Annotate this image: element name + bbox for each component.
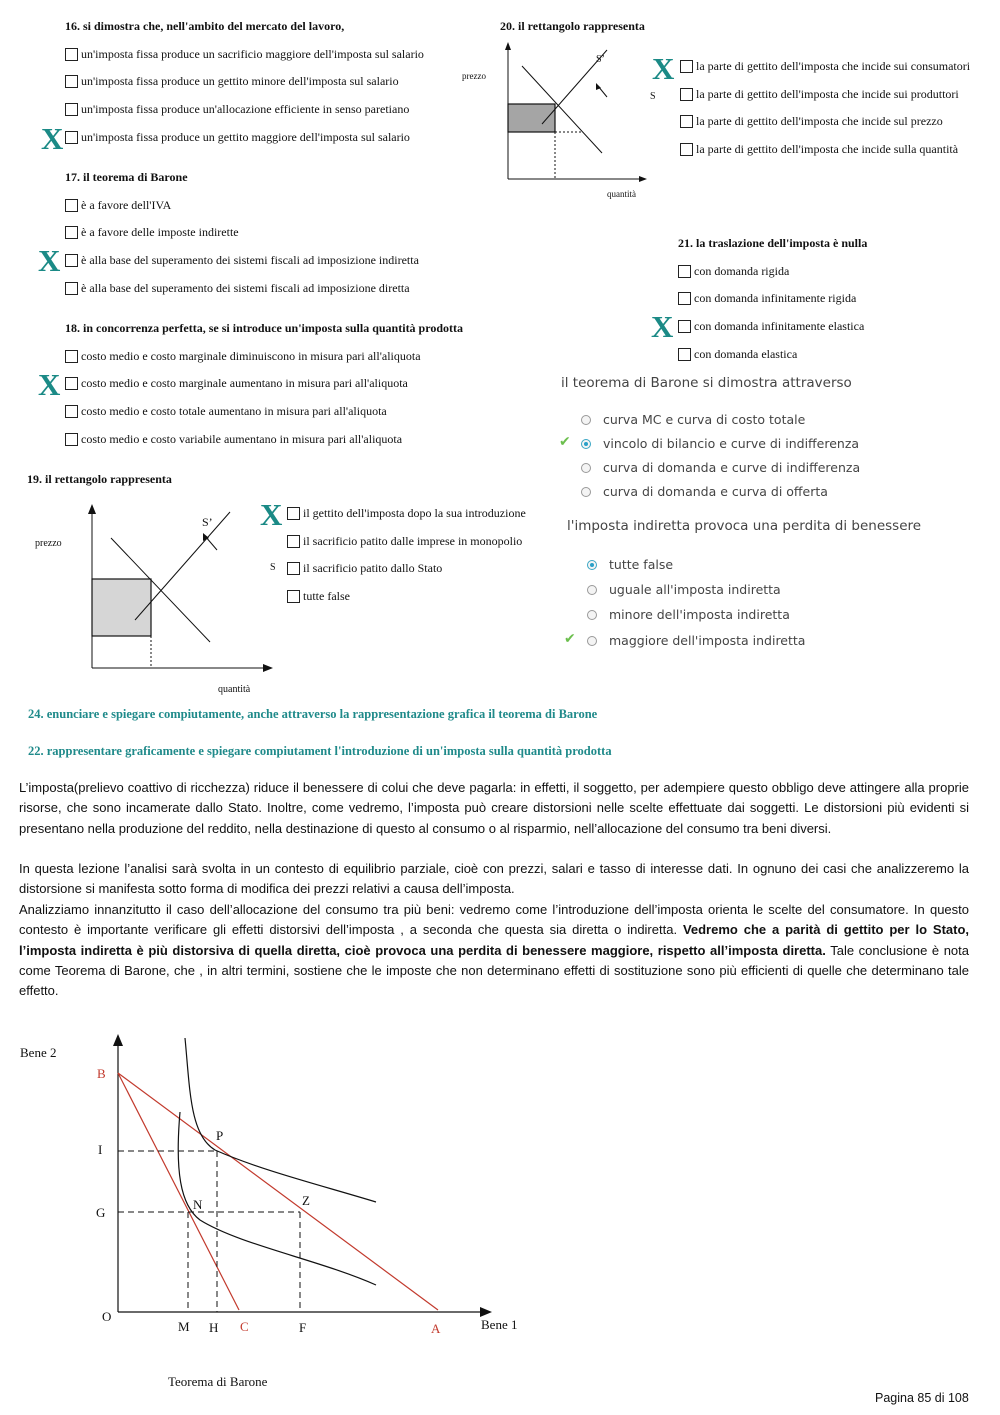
q19-option-2[interactable] xyxy=(287,533,522,549)
option-label: con domanda rigida xyxy=(694,264,790,278)
paragraph-text: Tale conclusione è nota come Teorema di Barone, che , in altri termini, sostiene che le imposte che non determinano effetti di sostituzione sono più efficienti di quelle che determinano tale effetto. xyxy=(19,942,970,999)
q19-s-prime-label: S’ xyxy=(202,515,213,529)
q16-option-1[interactable] xyxy=(65,46,424,62)
option-label: il gettito dell'imposta dopo la sua introduzione xyxy=(303,506,526,520)
mc1-radio-4[interactable] xyxy=(581,487,591,497)
q21-title: 21. la traslazione dell'imposta è nulla xyxy=(678,236,868,250)
mc2-radio-1[interactable] xyxy=(587,560,597,570)
option-label: un'imposta fissa produce un gettito maggiore dell'imposta sul salario xyxy=(81,130,410,144)
option-label: è alla base del superamento dei sistemi fiscali ad imposizione diretta xyxy=(81,281,410,295)
y-axis-arrow xyxy=(505,42,511,50)
q18-option-3[interactable] xyxy=(65,403,387,419)
mc2-option-4[interactable]: maggiore dell'imposta indiretta xyxy=(609,633,806,648)
option-label: la parte di gettito dell'imposta che incide sui consumatori xyxy=(696,59,971,73)
tax-rectangle xyxy=(508,104,555,132)
point-b-label: B xyxy=(97,1066,106,1081)
q20-option-3[interactable] xyxy=(680,113,943,129)
q19-option-4[interactable] xyxy=(287,588,350,604)
q22-open-question: 22. rappresentare graficamente e spiegare compiutament l'introduzione di un'imposta sulla quantità prodotta xyxy=(28,744,612,758)
option-label: con domanda infinitamente elastica xyxy=(694,319,865,333)
body-paragraph-2: In questa lezione l’analisi sarà svolta in un contesto di equilibrio parziale, cioè con prezzi, salari e tasso di interesse dati. In ognuno dei casi che analizzeremo la distorsione si manifesta sotto forma di modifica dei prezzi relativi a causa dell’imposta. xyxy=(19,861,969,897)
option-label: costo medio e costo totale aumentano in misura pari all'aliquota xyxy=(81,404,387,418)
checkbox[interactable] xyxy=(680,88,693,101)
checkbox[interactable] xyxy=(287,535,300,548)
option-label: tutte false xyxy=(303,589,350,603)
indifference-curve-low xyxy=(178,1112,376,1285)
x-axis-arrow xyxy=(480,1307,492,1317)
option-label: un'imposta fissa produce un'allocazione efficiente in senso paretiano xyxy=(81,102,410,116)
x-axis-arrow xyxy=(639,176,647,182)
checkbox[interactable] xyxy=(678,320,691,333)
q19-x-label: quantità xyxy=(218,684,251,695)
q18-option-2[interactable] xyxy=(65,375,408,391)
checkbox[interactable] xyxy=(678,348,691,361)
checkbox[interactable] xyxy=(678,292,691,305)
point-f-label: F xyxy=(299,1320,307,1335)
option-label: il sacrificio patito dalle imprese in monopolio xyxy=(303,534,523,548)
point-a-label: A xyxy=(431,1321,441,1336)
checkbox[interactable] xyxy=(287,562,300,575)
mc1-question: il teorema di Barone si dimostra attraverso xyxy=(561,375,852,391)
answer-x-mark: X xyxy=(651,309,674,344)
checkbox[interactable] xyxy=(287,507,300,520)
q17-option-1[interactable] xyxy=(65,197,171,213)
barone-theorem-graph xyxy=(0,1020,520,1340)
y-axis-arrow xyxy=(88,504,96,514)
checkbox[interactable] xyxy=(65,131,78,144)
checkbox[interactable] xyxy=(680,143,693,156)
body-paragraph-3 xyxy=(19,900,969,1001)
q20-y-label: prezzo xyxy=(462,71,486,81)
checkbox[interactable] xyxy=(680,60,693,73)
q20-s-label: S xyxy=(650,91,656,102)
q19-title: 19. il rettangolo rappresenta xyxy=(27,472,172,486)
y-axis-arrow xyxy=(113,1034,123,1046)
budget-line-ba xyxy=(118,1073,438,1310)
point-c-label: C xyxy=(240,1319,249,1334)
q20-option-1[interactable] xyxy=(680,58,970,74)
checkbox[interactable] xyxy=(65,433,78,446)
indifference-curve-high xyxy=(185,1038,376,1202)
paragraph-bold-text: Vedremo che a parità di gettito per lo Stato, l’imposta indiretta è più distorsiva di quella diretta, cioè provoca una perdita di benessere maggiore, rispetto all’imposta diretta. xyxy=(19,922,970,958)
q19-s-label: S xyxy=(270,562,276,573)
x-axis-arrow xyxy=(263,664,273,672)
point-n-label: N xyxy=(193,1197,203,1212)
option-label: costo medio e costo variabile aumentano in misura pari all'aliquota xyxy=(81,432,403,446)
q21-option-2[interactable] xyxy=(678,290,856,306)
q19-y-label: prezzo xyxy=(35,538,62,549)
answer-x-mark: X xyxy=(38,243,61,278)
mc2-radio-3[interactable] xyxy=(587,610,597,620)
answer-x-mark: X xyxy=(41,121,64,156)
option-label: costo medio e costo marginale aumentano in misura pari all'aliquota xyxy=(81,376,408,390)
origin-label: O xyxy=(102,1309,112,1324)
point-m-label: M xyxy=(178,1319,190,1334)
mc1-option-1[interactable]: curva MC e curva di costo totale xyxy=(603,412,806,427)
q16-option-4[interactable] xyxy=(65,129,410,145)
point-z-label: Z xyxy=(302,1193,310,1208)
answer-x-mark: X xyxy=(38,367,61,402)
q20-option-4[interactable] xyxy=(680,141,958,157)
supply-curve-shifted xyxy=(135,512,230,620)
answer-x-mark: X xyxy=(652,51,675,86)
q17-option-3[interactable] xyxy=(65,252,419,268)
checkbox[interactable] xyxy=(65,226,78,239)
q20-s-prime-label: S’ xyxy=(596,54,605,65)
body-paragraph-1: L’imposta(prelievo coattivo di ricchezza) riduce il benessere di colui che deve pagarla: in effetti, il soggetto, per adempiere questo obbligo deve attingere alla proprie risorse, che sono incamerate dallo Stato. Inoltre, come vedremo, l’imposta può creare distorsioni nelle scelte effettuate dai soggetti. Le distorsioni più evidenti si presentano nella produzione del reddito, nella destinazione di questo al consumo o al risparmio, nell’allocazione del consumo tra beni diversi. xyxy=(19,780,969,836)
check-icon: ✔ xyxy=(564,631,576,647)
option-label: la parte di gettito dell'imposta che incide sul prezzo xyxy=(696,114,943,128)
checkbox[interactable] xyxy=(65,199,78,212)
q20-option-2[interactable] xyxy=(680,86,959,102)
mc1-option-4[interactable]: curva di domanda e curva di offerta xyxy=(603,484,828,499)
mc1-radio-2[interactable] xyxy=(581,439,591,449)
q16-title: 16. si dimostra che, nell'ambito del mercato del lavoro, xyxy=(65,19,345,33)
mc2-option-1[interactable]: tutte false xyxy=(609,557,674,572)
checkbox[interactable] xyxy=(65,282,78,295)
q19-supply-graph xyxy=(25,497,285,700)
q18-title: 18. in concorrenza perfetta, se si introduce un'imposta sulla quantità prodotta xyxy=(65,321,464,335)
q19-option-3[interactable] xyxy=(287,560,442,576)
mc2-radio-4[interactable] xyxy=(587,636,597,646)
point-i-label: I xyxy=(98,1142,103,1157)
q18-option-4[interactable] xyxy=(65,431,402,447)
check-icon: ✔ xyxy=(559,434,571,450)
paragraph-text: Analizziamo innanzitutto il caso dell’allocazione del consumo tra più beni: vedremo come l’introduzione dell’imposta orienta le scelte del consumatore. In questo contesto è importante verificare gli effetti distorsivi dell’imposta , a seconda che questa sia diretta o indiretta. xyxy=(19,902,969,938)
option-label: è a favore delle imposte indirette xyxy=(81,225,239,239)
tax-rectangle xyxy=(92,579,151,636)
point-p-label: P xyxy=(216,1128,224,1143)
q17-option-4[interactable] xyxy=(65,280,410,296)
q20-supply-graph xyxy=(495,40,670,190)
mc2-question: l'imposta indiretta provoca una perdita di benessere xyxy=(567,518,922,534)
checkbox[interactable] xyxy=(65,75,78,88)
q21-option-3[interactable] xyxy=(678,318,864,334)
mc2-option-2[interactable]: uguale all'imposta indiretta xyxy=(609,582,781,597)
q20-x-label: quantità xyxy=(607,189,636,199)
option-label: con domanda infinitamente rigida xyxy=(694,291,857,305)
option-label: costo medio e costo marginale diminuiscono in misura pari all'aliquota xyxy=(81,349,421,363)
option-label: la parte di gettito dell'imposta che incide sui produttori xyxy=(696,87,959,101)
barone-x-axis-label: Bene 1 xyxy=(481,1317,518,1332)
mc2-option-3[interactable]: minore dell'imposta indiretta xyxy=(609,607,790,622)
option-label: è a favore dell'IVA xyxy=(81,198,172,212)
checkbox[interactable] xyxy=(678,265,691,278)
point-g-label: G xyxy=(96,1205,106,1220)
point-h-label: H xyxy=(209,1320,219,1335)
option-label: un'imposta fissa produce un sacrificio maggiore dell'imposta sul salario xyxy=(81,47,424,61)
q24-open-question: 24. enunciare e spiegare compiutamente, anche attraverso la rappresentazione grafica il teorema di Barone xyxy=(28,707,598,721)
q21-option-4[interactable] xyxy=(678,346,797,362)
checkbox[interactable] xyxy=(65,48,78,61)
q17-option-2[interactable] xyxy=(65,224,239,240)
mc1-radio-3[interactable] xyxy=(581,463,591,473)
checkbox[interactable] xyxy=(680,115,693,128)
q16-option-2[interactable] xyxy=(65,73,399,89)
q20-title: 20. il rettangolo rappresenta xyxy=(500,19,645,33)
mc1-option-2[interactable]: vincolo di bilancio e curve di indifferenza xyxy=(603,436,860,451)
mc1-radio-1[interactable] xyxy=(581,415,591,425)
option-label: la parte di gettito dell'imposta che incide sulla quantità xyxy=(696,142,959,156)
answer-x-mark: X xyxy=(260,497,283,532)
checkbox[interactable] xyxy=(65,103,78,116)
option-label: il sacrificio patito dallo Stato xyxy=(303,561,443,575)
q19-option-1[interactable] xyxy=(287,505,526,521)
option-label: con domanda elastica xyxy=(694,347,798,361)
option-label: un'imposta fissa produce un gettito minore dell'imposta sul salario xyxy=(81,74,399,88)
mc2-radio-2[interactable] xyxy=(587,585,597,595)
q18-option-1[interactable] xyxy=(65,348,421,364)
q17-title: 17. il teorema di Barone xyxy=(65,170,188,184)
barone-graph-caption: Teorema di Barone xyxy=(168,1374,268,1389)
checkbox[interactable] xyxy=(65,377,78,390)
q16-option-3[interactable] xyxy=(65,101,409,117)
page-number: Pagina 85 di 108 xyxy=(875,1391,969,1405)
option-label: è alla base del superamento dei sistemi fiscali ad imposizione indiretta xyxy=(81,253,419,267)
checkbox[interactable] xyxy=(65,254,78,267)
budget-line-bc xyxy=(118,1073,239,1310)
checkbox[interactable] xyxy=(65,405,78,418)
checkbox[interactable] xyxy=(65,350,78,363)
q21-option-1[interactable] xyxy=(678,263,789,279)
checkbox[interactable] xyxy=(287,590,300,603)
mc1-option-3[interactable]: curva di domanda e curve di indifferenza xyxy=(603,460,861,475)
barone-y-axis-label: Bene 2 xyxy=(20,1045,57,1060)
